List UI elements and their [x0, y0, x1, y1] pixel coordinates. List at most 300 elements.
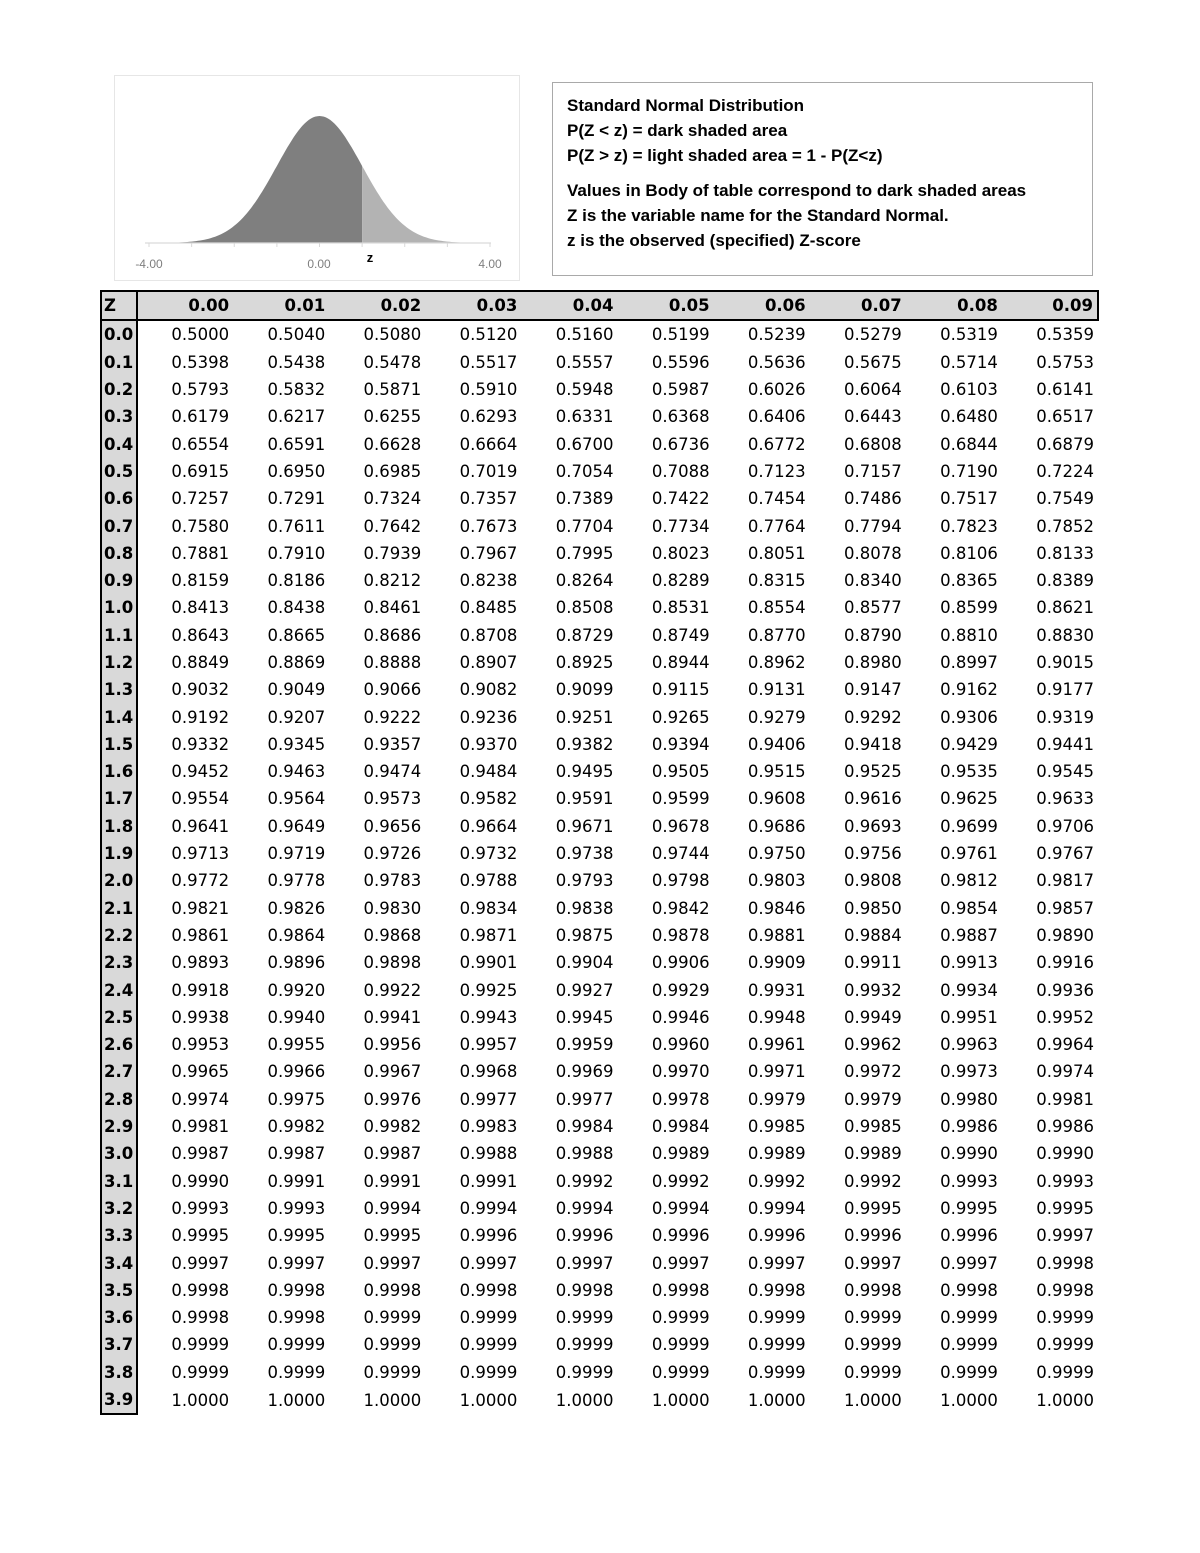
- probability-cell: 0.9699: [940, 816, 998, 836]
- probability-cell: 0.9382: [555, 734, 614, 754]
- probability-cell: 1.0000: [1036, 1390, 1094, 1410]
- row-header-z: 2.6: [101, 1031, 137, 1058]
- probability-cell: 0.9984: [555, 1117, 614, 1137]
- probability-cell: 0.9991: [459, 1171, 518, 1191]
- probability-cell: 0.5319: [940, 325, 998, 345]
- probability-cell: 0.7611: [267, 516, 326, 536]
- probability-cell: 0.9994: [651, 1198, 710, 1218]
- probability-cell: 0.7190: [940, 461, 998, 481]
- probability-cell: 0.8749: [651, 625, 710, 645]
- probability-cell: 0.9999: [555, 1308, 614, 1328]
- probability-cell: 0.9545: [1036, 762, 1094, 782]
- probability-cell: 0.7823: [940, 516, 998, 536]
- axis-label-max: 4.00: [478, 257, 502, 271]
- probability-cell: 0.6480: [940, 407, 998, 427]
- table-row: [101, 622, 1098, 649]
- probability-cell: 0.9826: [267, 898, 326, 918]
- probability-cell: 0.9965: [171, 1062, 230, 1082]
- probability-cell: 0.8051: [747, 543, 806, 563]
- probability-cell: 0.9890: [1036, 925, 1094, 945]
- table-row: [101, 540, 1098, 567]
- probability-cell: 0.9971: [747, 1062, 806, 1082]
- probability-cell: 0.9975: [267, 1089, 326, 1109]
- probability-cell: 0.8238: [459, 571, 518, 591]
- probability-cell: 0.9999: [844, 1335, 902, 1355]
- table-row: [101, 376, 1098, 403]
- probability-cell: 0.9925: [459, 980, 518, 1000]
- probability-cell: 0.9898: [363, 953, 422, 973]
- table-row: [101, 1086, 1098, 1113]
- row-header-z: 3.5: [101, 1277, 137, 1304]
- table-row: [101, 731, 1098, 758]
- probability-cell: 0.8997: [940, 653, 998, 672]
- probability-cell: 0.9999: [651, 1335, 710, 1355]
- probability-cell: 0.9838: [555, 898, 614, 918]
- probability-cell: 0.9997: [651, 1253, 710, 1273]
- probability-cell: 0.9830: [363, 898, 422, 918]
- probability-cell: 0.9918: [171, 980, 230, 1000]
- probability-cell: 0.6915: [171, 461, 230, 481]
- probability-cell: 0.7794: [844, 516, 902, 536]
- probability-cell: 0.5359: [1036, 325, 1094, 345]
- probability-cell: 0.9484: [459, 762, 518, 782]
- probability-cell: 0.9909: [747, 953, 806, 973]
- probability-cell: 0.7734: [651, 516, 710, 536]
- column-header-row: [101, 291, 1098, 320]
- probability-cell: 0.7157: [844, 461, 902, 481]
- probability-cell: 0.9441: [1036, 734, 1094, 754]
- probability-cell: 0.9998: [171, 1308, 230, 1328]
- probability-cell: 0.7257: [171, 489, 230, 509]
- probability-cell: 0.9946: [651, 1007, 710, 1027]
- probability-cell: 0.8790: [844, 625, 902, 645]
- probability-cell: 0.9406: [747, 734, 806, 754]
- probability-cell: 0.9988: [555, 1144, 614, 1164]
- row-header-z: 3.4: [101, 1249, 137, 1276]
- probability-cell: 0.9979: [747, 1089, 806, 1109]
- probability-cell: 0.9573: [363, 789, 422, 809]
- probability-cell: 0.9896: [267, 953, 326, 973]
- probability-cell: 0.9981: [171, 1117, 230, 1137]
- probability-cell: 0.5793: [171, 380, 230, 400]
- probability-cell: 0.9251: [555, 707, 614, 727]
- probability-cell: 0.7324: [363, 489, 422, 509]
- probability-cell: 0.7881: [171, 543, 230, 563]
- probability-cell: 0.9999: [171, 1362, 230, 1382]
- probability-cell: 0.9997: [940, 1253, 998, 1273]
- z-corner-header: Z: [101, 291, 137, 320]
- probability-cell: 0.9893: [171, 953, 230, 973]
- probability-cell: 0.9976: [363, 1089, 422, 1109]
- probability-cell: 0.9916: [1036, 953, 1094, 973]
- probability-cell: 0.9936: [1036, 980, 1094, 1000]
- probability-cell: 0.9177: [1036, 680, 1094, 700]
- probability-cell: 0.9994: [747, 1198, 806, 1218]
- table-row: [101, 1058, 1098, 1085]
- probability-cell: 0.9997: [171, 1253, 230, 1273]
- probability-cell: 0.5000: [171, 325, 230, 345]
- normal-curve-graphic: [115, 76, 519, 280]
- row-header-z: 2.9: [101, 1113, 137, 1140]
- probability-cell: 0.9693: [844, 816, 902, 836]
- probability-cell: 0.9977: [459, 1089, 518, 1109]
- row-header-z: 3.6: [101, 1304, 137, 1331]
- probability-cell: 0.9973: [940, 1062, 998, 1082]
- probability-cell: 0.9656: [363, 816, 422, 836]
- probability-cell: 0.7704: [555, 516, 614, 536]
- probability-cell: 0.7389: [555, 489, 614, 509]
- probability-cell: 0.9997: [555, 1253, 614, 1273]
- probability-cell: 0.9871: [459, 925, 518, 945]
- probability-cell: 0.9940: [267, 1007, 326, 1027]
- table-row: [101, 567, 1098, 594]
- info-line-variable: Z is the variable name for the Standard Normal.: [567, 206, 949, 225]
- probability-cell: 0.6368: [651, 407, 710, 427]
- probability-cell: 0.9236: [459, 707, 518, 727]
- probability-cell: 0.7642: [363, 516, 422, 536]
- row-header-z: 2.3: [101, 949, 137, 976]
- probability-cell: 1.0000: [363, 1390, 422, 1410]
- probability-cell: 0.9582: [459, 789, 518, 809]
- probability-cell: 0.8925: [555, 653, 614, 672]
- probability-cell: 0.5438: [267, 352, 326, 372]
- probability-cell: 0.9993: [267, 1198, 326, 1218]
- row-header-z: 0.1: [101, 349, 137, 376]
- table-row: [101, 813, 1098, 840]
- probability-cell: 0.9554: [171, 789, 230, 809]
- info-title: Standard Normal Distribution: [567, 96, 805, 115]
- probability-cell: 0.5080: [363, 325, 422, 345]
- probability-cell: 0.9875: [555, 925, 614, 945]
- row-header-z: 0.2: [101, 376, 137, 403]
- probability-cell: 0.9966: [267, 1062, 326, 1082]
- probability-cell: 0.9999: [651, 1308, 710, 1328]
- probability-cell: 0.9999: [267, 1362, 326, 1382]
- row-header-z: 3.0: [101, 1140, 137, 1167]
- table-row: [101, 1304, 1098, 1331]
- probability-cell: 0.9082: [459, 680, 518, 700]
- column-header: 0.06: [714, 291, 810, 320]
- table-row: [101, 458, 1098, 485]
- light-shaded-area: [362, 166, 490, 243]
- probability-cell: 0.9996: [940, 1226, 998, 1246]
- probability-cell: 0.5120: [459, 325, 518, 345]
- probability-cell: 0.9999: [747, 1362, 806, 1382]
- probability-cell: 0.8485: [459, 598, 518, 618]
- probability-cell: 0.9983: [459, 1117, 518, 1137]
- probability-cell: 0.9998: [171, 1280, 230, 1300]
- probability-cell: 0.9959: [555, 1035, 614, 1055]
- probability-cell: 0.8907: [459, 653, 518, 672]
- column-header: 0.09: [1002, 291, 1098, 320]
- probability-cell: 0.9995: [267, 1226, 326, 1246]
- probability-cell: 0.9968: [459, 1062, 518, 1082]
- row-header-z: 2.7: [101, 1058, 137, 1085]
- probability-cell: 0.9817: [1036, 871, 1094, 891]
- probability-cell: 0.9821: [171, 898, 230, 918]
- row-header-z: 1.3: [101, 676, 137, 703]
- probability-cell: 0.6591: [267, 434, 326, 454]
- probability-cell: 0.9945: [555, 1007, 614, 1027]
- probability-cell: 0.9222: [363, 707, 422, 727]
- probability-cell: 0.9986: [1036, 1117, 1094, 1137]
- probability-cell: 0.9931: [747, 980, 806, 1000]
- table-row: [101, 922, 1098, 949]
- probability-cell: 0.7088: [651, 461, 710, 481]
- probability-cell: 0.7291: [267, 489, 326, 509]
- probability-cell: 0.9911: [844, 953, 902, 973]
- probability-cell: 0.9998: [844, 1280, 902, 1300]
- probability-cell: 0.6554: [171, 434, 230, 454]
- probability-cell: 0.9913: [940, 953, 998, 973]
- probability-cell: 0.9963: [940, 1035, 998, 1055]
- probability-cell: 0.9988: [459, 1144, 518, 1164]
- probability-cell: 0.9998: [555, 1280, 614, 1300]
- probability-cell: 0.9803: [747, 871, 806, 891]
- row-header-z: 0.6: [101, 485, 137, 512]
- probability-cell: 0.5279: [844, 325, 902, 345]
- probability-cell: 0.7995: [555, 543, 614, 563]
- probability-cell: 0.9991: [267, 1171, 326, 1191]
- probability-cell: 0.6772: [747, 434, 806, 454]
- probability-cell: 0.9850: [844, 898, 902, 918]
- probability-cell: 0.9015: [1036, 653, 1094, 672]
- probability-cell: 0.6879: [1036, 434, 1094, 454]
- probability-cell: 0.7357: [459, 489, 518, 509]
- probability-cell: 0.9957: [459, 1035, 518, 1055]
- probability-cell: 0.9961: [747, 1035, 806, 1055]
- probability-cell: 0.9998: [459, 1280, 518, 1300]
- probability-cell: 0.8888: [363, 653, 422, 672]
- probability-cell: 1.0000: [555, 1390, 614, 1410]
- probability-cell: 0.9641: [171, 816, 230, 836]
- probability-cell: 0.9997: [459, 1253, 518, 1273]
- probability-cell: 0.8665: [267, 625, 326, 645]
- probability-cell: 0.9967: [363, 1062, 422, 1082]
- row-header-z: 1.6: [101, 758, 137, 785]
- probability-cell: 0.9952: [1036, 1007, 1094, 1027]
- probability-cell: 0.8962: [747, 653, 806, 672]
- table-row: [101, 349, 1098, 376]
- probability-cell: 0.9599: [651, 789, 710, 809]
- probability-cell: 0.5478: [363, 352, 422, 372]
- probability-cell: 0.9995: [940, 1198, 998, 1218]
- table-row: [101, 1249, 1098, 1276]
- probability-cell: 0.9992: [844, 1171, 902, 1191]
- probability-cell: 0.9066: [363, 680, 422, 700]
- probability-cell: 0.9788: [459, 871, 518, 891]
- probability-cell: 0.9943: [459, 1007, 518, 1027]
- probability-cell: 0.5557: [555, 352, 614, 372]
- probability-cell: 0.9992: [747, 1171, 806, 1191]
- probability-cell: 0.8708: [459, 625, 518, 645]
- probability-cell: 0.8810: [940, 625, 998, 645]
- probability-cell: 0.8365: [940, 571, 998, 591]
- probability-cell: 0.9987: [363, 1144, 422, 1164]
- probability-cell: 0.9633: [1036, 789, 1094, 809]
- table-row: [101, 1004, 1098, 1031]
- probability-cell: 0.8554: [747, 598, 806, 618]
- probability-cell: 0.8389: [1036, 571, 1094, 591]
- table-row: [101, 1331, 1098, 1358]
- probability-cell: 0.9049: [267, 680, 326, 700]
- probability-cell: 0.9999: [459, 1335, 518, 1355]
- table-row: [101, 1031, 1098, 1058]
- probability-cell: 0.9767: [1036, 844, 1094, 864]
- probability-cell: 0.9997: [267, 1253, 326, 1273]
- row-header-z: 3.3: [101, 1222, 137, 1249]
- probability-cell: 0.9207: [267, 707, 326, 727]
- probability-cell: 0.9808: [844, 871, 902, 891]
- row-header-z: 3.2: [101, 1195, 137, 1222]
- row-header-z: 1.8: [101, 813, 137, 840]
- probability-cell: 0.9418: [844, 734, 902, 754]
- probability-cell: 0.9744: [651, 844, 710, 864]
- probability-cell: 0.9846: [747, 898, 806, 918]
- probability-cell: 0.9783: [363, 871, 422, 891]
- z-marker-label: z: [366, 250, 374, 265]
- row-header-z: 3.7: [101, 1331, 137, 1358]
- probability-cell: 0.6255: [363, 407, 422, 427]
- probability-cell: 0.9999: [747, 1335, 806, 1355]
- probability-cell: 0.9793: [555, 871, 614, 891]
- probability-cell: 0.9812: [940, 871, 998, 891]
- probability-cell: 0.9999: [1036, 1335, 1094, 1355]
- probability-cell: 0.9999: [1036, 1362, 1094, 1382]
- row-header-z: 3.8: [101, 1359, 137, 1386]
- probability-cell: 0.9996: [651, 1226, 710, 1246]
- probability-cell: 0.6950: [267, 461, 326, 481]
- probability-cell: 0.9452: [171, 762, 230, 782]
- probability-cell: 0.9994: [459, 1198, 518, 1218]
- probability-cell: 0.9981: [1036, 1089, 1094, 1109]
- probability-cell: 0.9778: [267, 871, 326, 891]
- probability-cell: 0.6293: [459, 407, 518, 427]
- row-header-z: 1.5: [101, 731, 137, 758]
- probability-cell: 0.8264: [555, 571, 614, 591]
- probability-cell: 0.9999: [459, 1308, 518, 1328]
- probability-cell: 0.7224: [1036, 461, 1094, 481]
- table-row: [101, 895, 1098, 922]
- probability-cell: 0.9934: [940, 980, 998, 1000]
- probability-cell: 0.7454: [747, 489, 806, 509]
- dark-shaded-area: [149, 116, 362, 243]
- column-header: 0.02: [329, 291, 425, 320]
- table-row: [101, 1140, 1098, 1167]
- probability-cell: 0.9713: [171, 844, 230, 864]
- probability-cell: 0.9990: [171, 1171, 230, 1191]
- probability-cell: 0.9992: [651, 1171, 710, 1191]
- row-header-z: 3.9: [101, 1386, 137, 1414]
- probability-cell: 0.9868: [363, 925, 422, 945]
- probability-cell: 0.7939: [363, 543, 422, 563]
- probability-cell: 1.0000: [844, 1390, 902, 1410]
- probability-cell: 0.9989: [844, 1144, 902, 1164]
- probability-cell: 0.7123: [747, 461, 806, 481]
- probability-cell: 0.9980: [940, 1089, 998, 1109]
- probability-cell: 0.5832: [267, 380, 326, 400]
- table-row: [101, 976, 1098, 1003]
- row-header-z: 0.5: [101, 458, 137, 485]
- probability-cell: 0.8830: [1036, 625, 1094, 645]
- probability-cell: 0.9756: [844, 844, 902, 864]
- probability-cell: 0.9357: [363, 734, 422, 754]
- probability-cell: 0.5675: [844, 352, 902, 372]
- row-header-z: 2.8: [101, 1086, 137, 1113]
- probability-cell: 0.9147: [844, 680, 902, 700]
- probability-cell: 0.9719: [267, 844, 326, 864]
- table-row: [101, 1195, 1098, 1222]
- probability-cell: 0.9515: [747, 762, 806, 782]
- probability-cell: 0.9999: [555, 1362, 614, 1382]
- probability-cell: 0.9984: [651, 1117, 710, 1137]
- table-row: [101, 840, 1098, 867]
- probability-cell: 1.0000: [747, 1390, 806, 1410]
- probability-cell: 0.9999: [1036, 1308, 1094, 1328]
- probability-cell: 1.0000: [459, 1390, 518, 1410]
- probability-cell: 0.9998: [267, 1280, 326, 1300]
- probability-cell: 0.9970: [651, 1062, 710, 1082]
- table-row: [101, 430, 1098, 457]
- probability-cell: 0.9878: [651, 925, 710, 945]
- probability-cell: 0.9463: [267, 762, 326, 782]
- probability-cell: 0.9649: [267, 816, 326, 836]
- probability-cell: 0.9591: [555, 789, 614, 809]
- probability-cell: 0.7673: [459, 516, 518, 536]
- probability-cell: 0.9978: [651, 1089, 710, 1109]
- probability-cell: 0.9985: [747, 1117, 806, 1137]
- probability-cell: 0.5596: [651, 352, 710, 372]
- probability-cell: 0.9979: [844, 1089, 902, 1109]
- probability-cell: 0.9525: [844, 762, 902, 782]
- row-header-z: 0.0: [101, 320, 137, 348]
- probability-cell: 0.8315: [747, 571, 806, 591]
- row-header-z: 2.0: [101, 867, 137, 894]
- probability-cell: 0.8461: [363, 598, 422, 618]
- column-header: 0.03: [425, 291, 521, 320]
- probability-cell: 0.6844: [940, 434, 998, 454]
- probability-cell: 0.6443: [844, 407, 902, 427]
- probability-cell: 0.9032: [171, 680, 230, 700]
- probability-cell: 0.9726: [363, 844, 422, 864]
- probability-cell: 0.9616: [844, 789, 902, 809]
- probability-cell: 0.9999: [363, 1308, 422, 1328]
- probability-cell: 0.9999: [844, 1308, 902, 1328]
- probability-cell: 0.9962: [844, 1035, 902, 1055]
- probability-cell: 0.9999: [171, 1335, 230, 1355]
- probability-cell: 0.6664: [459, 434, 518, 454]
- probability-cell: 0.9996: [555, 1226, 614, 1246]
- probability-cell: 0.9370: [459, 734, 518, 754]
- table-row: [101, 1168, 1098, 1195]
- probability-cell: 0.9999: [363, 1335, 422, 1355]
- probability-cell: 0.9977: [555, 1089, 614, 1109]
- probability-cell: 0.9929: [651, 980, 710, 1000]
- probability-cell: 0.9989: [747, 1144, 806, 1164]
- table-row: [101, 512, 1098, 539]
- probability-cell: 0.7852: [1036, 516, 1094, 536]
- probability-cell: 0.6736: [651, 434, 710, 454]
- probability-cell: 0.9678: [651, 816, 710, 836]
- probability-cell: 0.9474: [363, 762, 422, 782]
- probability-cell: 0.8438: [267, 598, 326, 618]
- probability-cell: 0.9999: [940, 1362, 998, 1382]
- probability-cell: 0.9995: [1036, 1198, 1094, 1218]
- probability-cell: 0.9292: [844, 707, 902, 727]
- probability-cell: 0.9904: [555, 953, 614, 973]
- probability-cell: 0.6026: [747, 380, 806, 400]
- column-header: 0.07: [810, 291, 906, 320]
